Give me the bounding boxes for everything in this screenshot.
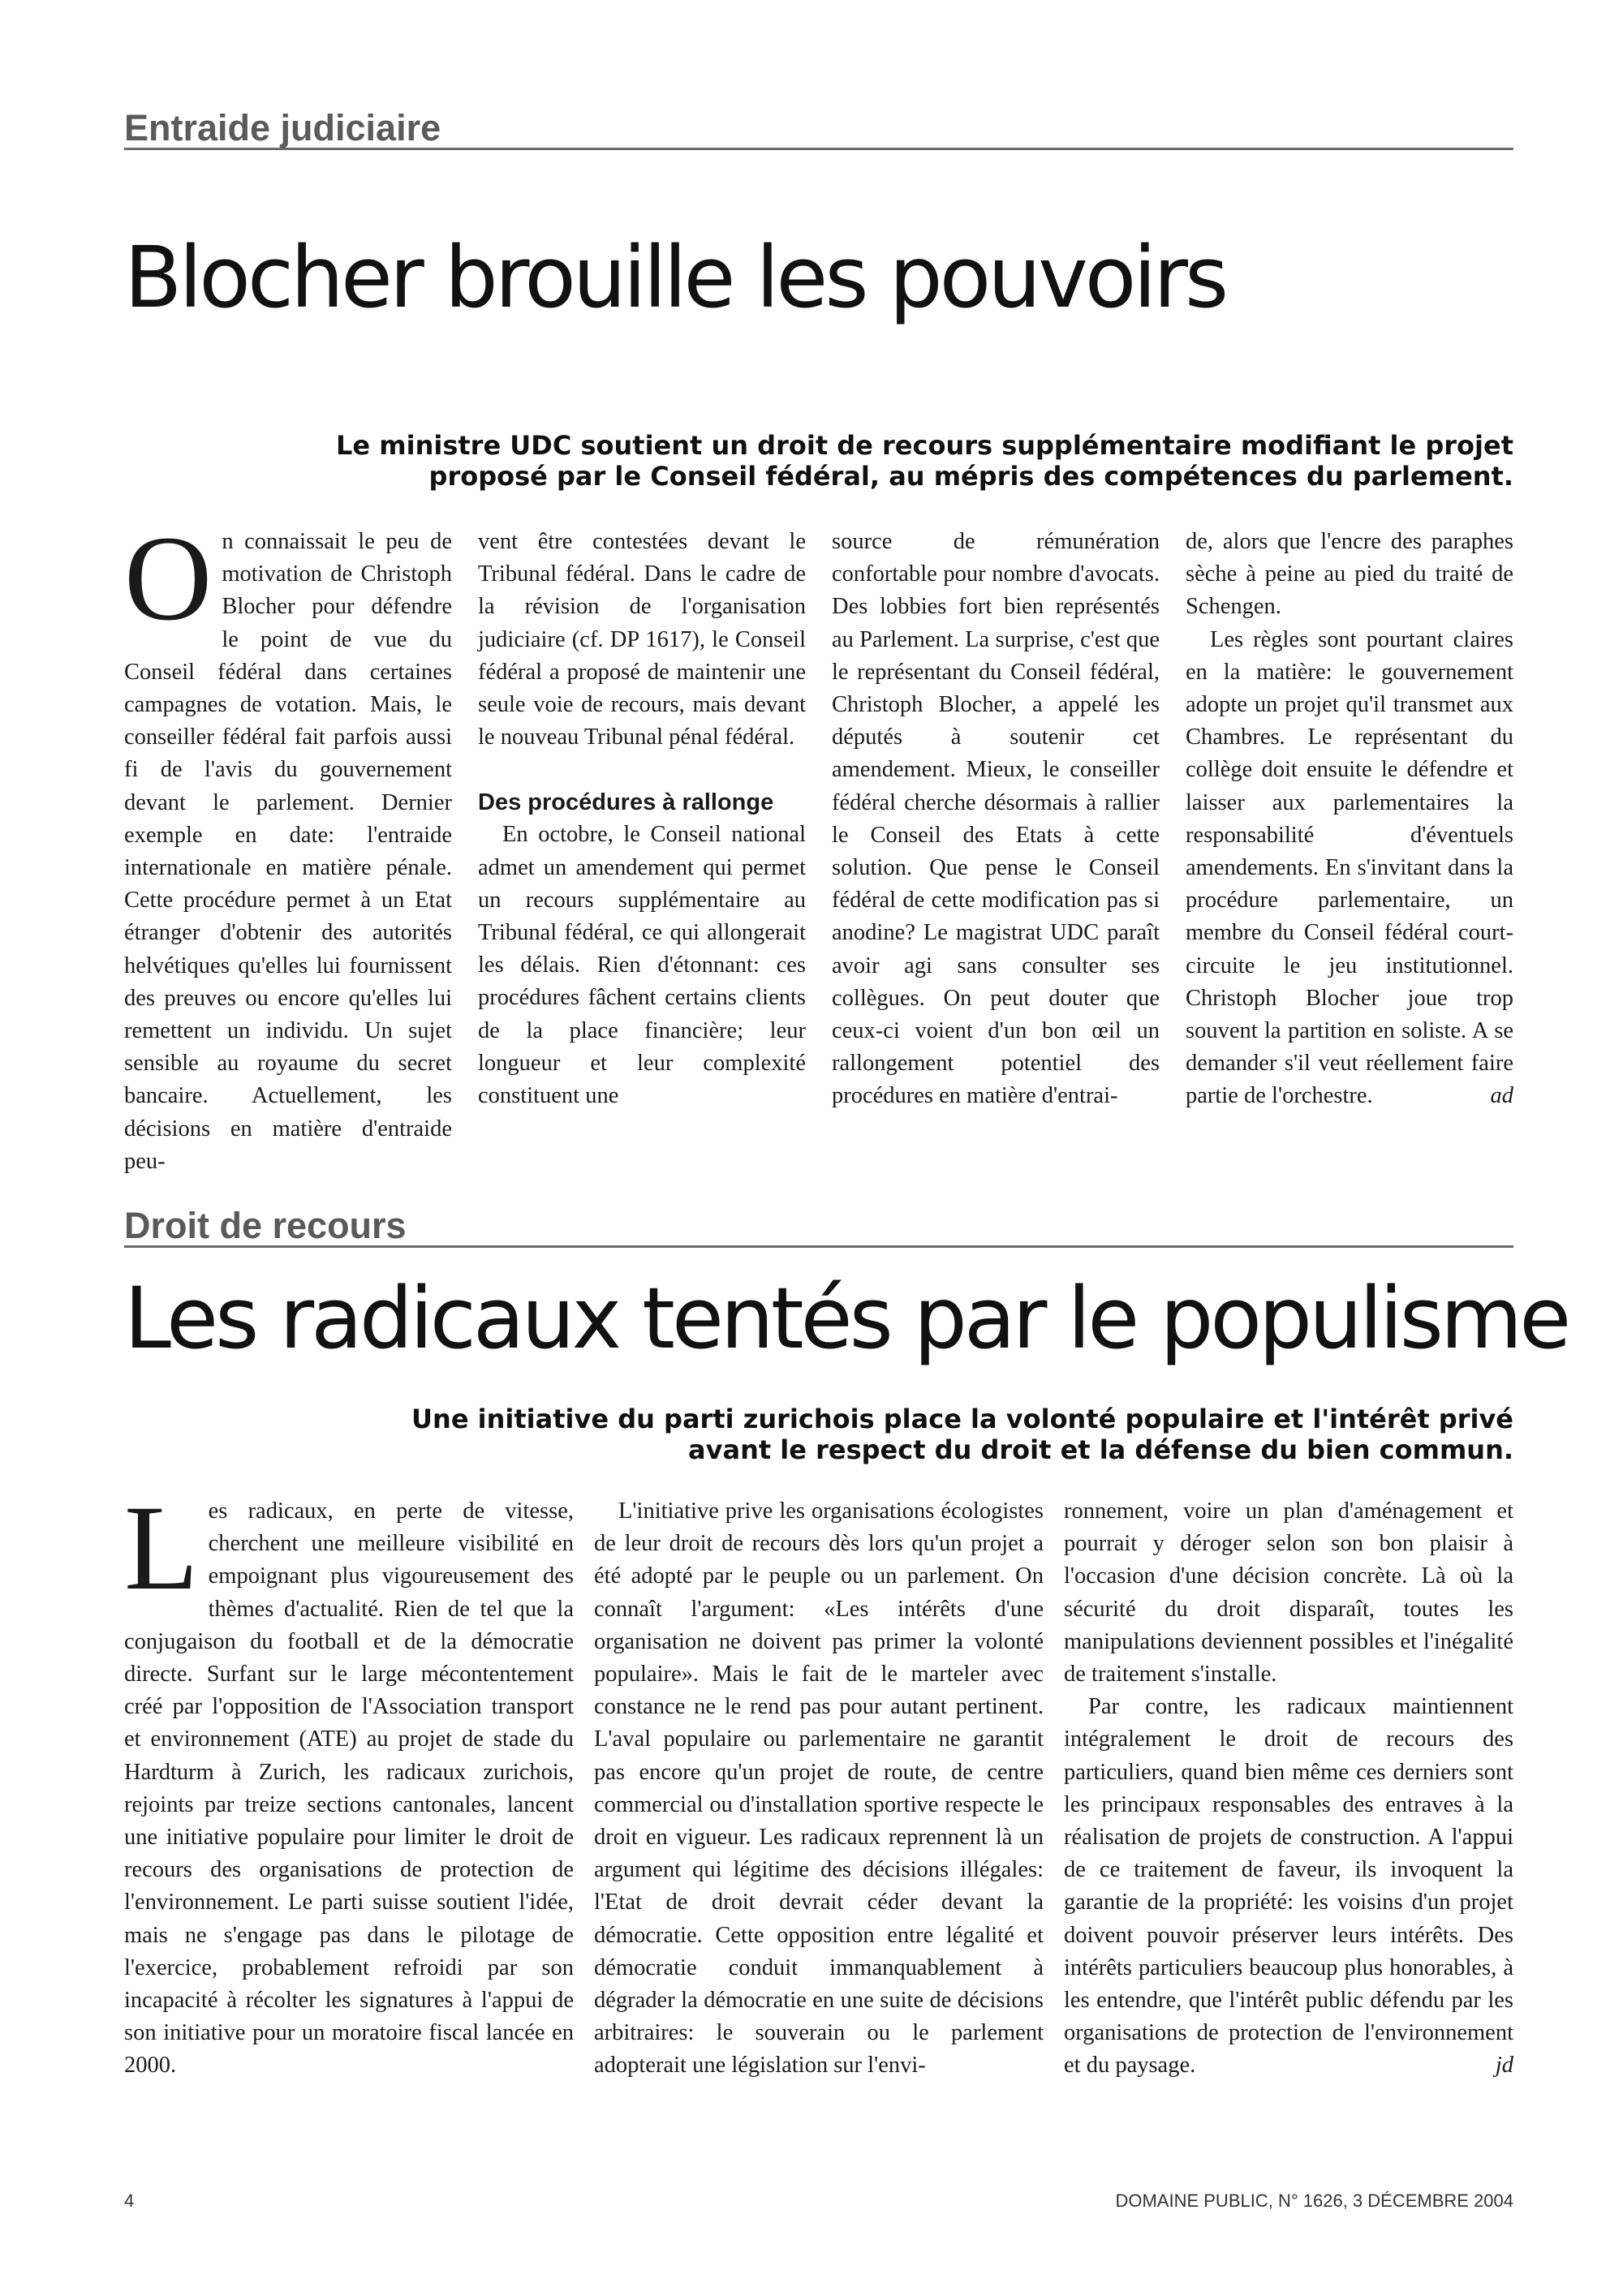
paragraph: Par contre, les radicaux maintiennent intégralement le droit de recours des particuliers, quand bien même ces derniers sont les principaux responsables des entraves à la réalisation de projets de construction. A l'appui de ce traitement de faveur, ils invoquent la garantie de la propriété: les voisins d'un projet doivent pouvoir préserver leurs intérêts. Des intérêts particuliers beaucoup plus honorables, à les entendre, que l'intérêt public défendu par les organisations de protection de l'environnement et du paysage. [1064,1694,1513,2079]
dek-line: Le ministre UDC soutient un droit de recours supplémentaire modifiant le projet [336,430,1513,461]
paragraph: L'initiative prive les organisations écologistes de leur droit de recours dès lors qu'un projet a été adopté par le peuple ou un parlement. On connaît l'argument: «Les intérêts d'une organisation ne doivent pas primer la volonté populaire». Mais le fait de le marteler avec constance ne le rend pas pour autant pertinent. L'aval populaire ou parlementaire ne garantit pas encore qu'un projet de route, de centre commercial ou d'installation sportive respecte le droit en vigueur. Les radicaux reprennent là un argument qui légitime des décisions illégales: l'Etat de droit devrait céder devant la démocratie. Cette opposition entre légalité et démocratie conduit immanquablement à dégrader la démocratie en une suite de décisions arbitraires: le souverain ou le parlement adopterait une législation sur l'envi- [594,1498,1044,2079]
paragraph: vent être contestées devant le Tribunal fédéral. Dans le cadre de la révision de l'organisation judiciaire (cf. DP 1617), le Conseil fédéral a proposé de maintenir une seule voie de recours, mais devant le nouveau Tribunal pénal fédéral. [478,529,806,750]
dek-line: proposé par le Conseil fédéral, au mépris des compétences du parlement. [428,461,1513,492]
publication-info: DOMAINE PUBLIC, N° 1626, 3 DÉCEMBRE 2004 [1115,2191,1513,2211]
headline-radicaux: Les radicaux tentés par le populisme [124,1269,1569,1368]
dek-radicaux [124,1404,1513,1465]
headline-blocher: Blocher brouille les pouvoirs [124,228,1226,327]
author-signature: jd [1495,2053,1513,2079]
column-4 [1186,526,1513,1178]
dek-blocher [124,430,1513,492]
paragraph: En octobre, le Conseil national admet un amendement qui permet un recours supplémentaire au Tribunal fédéral, ce qui allongerait les délais. Rien d'étonnant: ces procédures fâchent certains clients de la place financière; leur longueur et leur complexité constituent une [478,822,806,1109]
column-3 [832,526,1160,1178]
paragraph: ronnement, voire un plan d'aménagement et pourrait y déroger selon son bon plaisir à l'occasion d'une décision concrète. Là où la sécurité du droit disparaît, toutes les manipulations deviennent possibles et l'inégalité de traitement s'installe. [1064,1498,1513,1688]
subhead: Des procédures à rallonge [478,789,774,816]
paragraph: de, alors que l'encre des paraphes sèche à peine au pied du traité de Schengen. [1186,529,1513,620]
column-2 [594,1495,1044,2083]
author-signature: ad [1490,1083,1513,1109]
article-blocher-body [124,511,1513,1178]
dek-line: avant le respect du droit et la défense du bien commun. [688,1434,1513,1465]
drop-cap: L [124,1481,199,1615]
article-radicaux-body [124,1481,1513,2083]
page-footer [124,2191,1513,2212]
column-3 [1064,1495,1513,2083]
drop-cap: O [124,511,213,646]
paragraph: Les règles sont pourtant claires en la matière: le gouvernement adopte un projet qu'il transmet aux Chambres. Le représentant du collège doit ensuite le défendre et laisser aux parlementaires la responsabilité d'éventuels amendements. En s'invitant dans la procédure parlementaire, un membre du Conseil fédéral court-circuite le jeu institutionnel. Christoph Blocher joue trop souvent la partition en soliste. A se demander s'il veut réellement faire partie de l'orchestre. [1186,626,1513,1109]
paragraph: source de rémunération confortable pour nombre d'avocats. Des lobbies fort bien représentés au Parlement. La surprise, c'est que le représentant du Conseil fédéral, Christoph Blocher, a appelé les députés à soutenir cet amendement. Mieux, le conseiller fédéral cherche désormais à rallier le Conseil des Etats à cette solution. Que pense le Conseil fédéral de cette modification pas si anodine? Le magistrat UDC paraît avoir agi sans consulter ses collègues. On peut douter que ceux-ci voient d'un bon œil un rallongement potentiel des procédures en matière d'entrai- [832,529,1160,1109]
paragraph: n connaissait le peu de motivation de Christoph Blocher pour défendre le point de vue du Conseil fédéral dans certaines campagnes de votation. Mais, le conseiller fédéral fait parfois aussi fi de l'avis du gouvernement devant le parlement. Dernier exemple en date: l'entraide internationale en matière pénale. Cette procédure permet à un Etat étranger d'obtenir des autorités helvétiques qu'elles lui fournissent des preuves ou encore qu'elles lui remettent un individu. Un sujet sensible au royaume du secret bancaire. Actuellement, les décisions en matière d'entraide peu- [124,529,452,1174]
column-2 [478,526,806,1178]
rubric-entraide: Entraide judiciaire [124,110,1513,150]
column-1 [124,1481,574,2083]
rubric-droit-recours: Droit de recours [124,1207,1513,1248]
dek-line: Une initiative du parti zurichois place la volonté populaire et l'intérêt privé [411,1404,1513,1434]
column-1 [124,511,452,1178]
page-number: 4 [124,2191,135,2211]
paragraph: es radicaux, en perte de vitesse, cherchent une meilleure visibilité en empoignant plus vigoureusement des thèmes d'actualité. Rien de tel que la conjugaison du football et de la démocratie directe. Surfant sur le large mécontentement créé par l'opposition de l'Association transport et environnement (ATE) au projet de stade du Hardturm à Zurich, les radicaux zurichois, rejoints par treize sections cantonales, lancent une initiative populaire pour limiter le droit de recours des organisations de protection de l'environnement. Le parti suisse soutient l'idée, mais ne s'engage pas dans le pilotage de l'exercice, probablement refroidi par son incapacité à récolter les signatures à l'appui de son initiative pour un moratoire fiscal lancée en 2000. [124,1498,574,2079]
